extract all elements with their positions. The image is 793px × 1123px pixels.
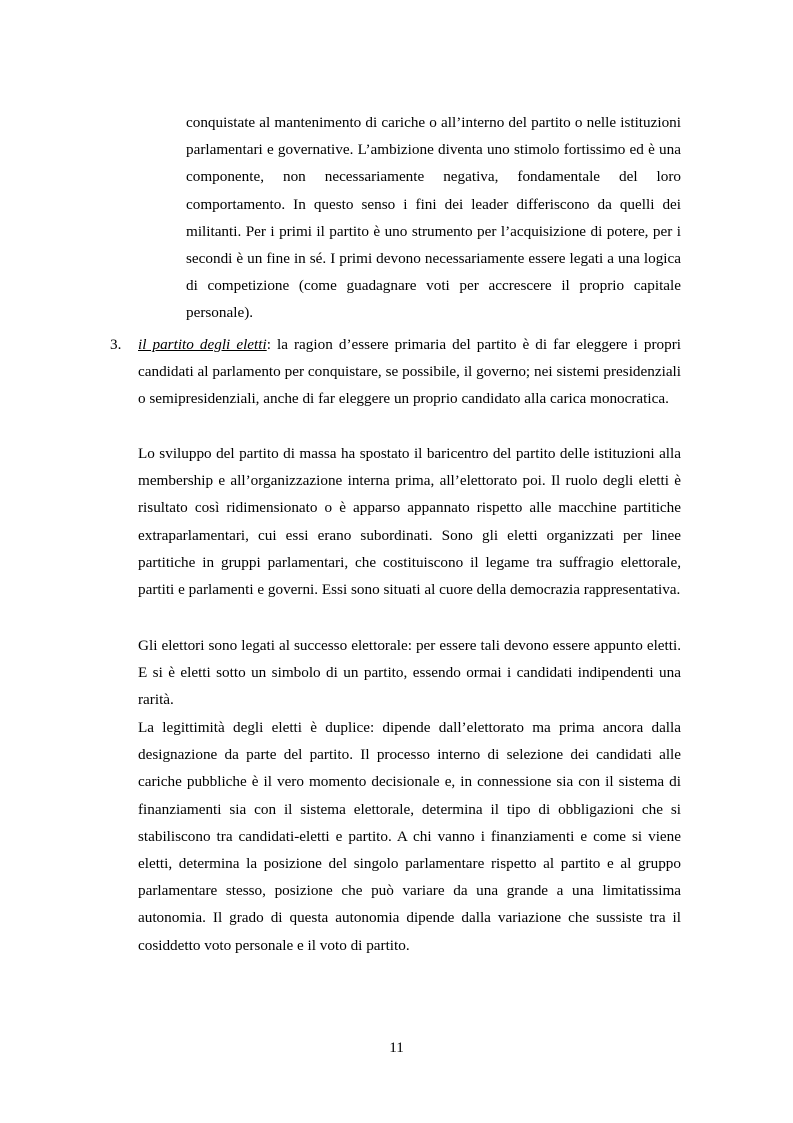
continuation-paragraph: conquistate al mantenimento di cariche o all’interno del partito o nelle istituzioni parlamentari e governative. L’ambizione diventa uno stimolo fortissimo ed è una componente, non necessariamente negativa, fondamentale del loro comportamento. In questo senso i fini dei leader differiscono da quelli dei militanti. Per i primi il partito è uno strumento per l’acquisizione di potere, per i secondi è un fine in sé. I primi devono necessariamente essere legati a una logica di competizione (come guadagnare voti per accrescere il proprio capitale personale). (186, 114, 681, 322)
list-item-3 (138, 331, 681, 413)
list-item-definition: : la ragion d’essere primaria del partito è di far eleggere i propri candidati al parlamento per conquistare, se possibile, il governo; nei sistemi presidenziali o semipresidenziali, anche di far eleggere un proprio candidato alla carica monocratica. (138, 336, 681, 408)
page-number: 11 (389, 1039, 404, 1056)
body-paragraph-2: Gli elettori sono legati al successo elettorale: per essere tali devono essere appunto eletti. E si è eletti sotto un simbolo di un partito, essendo ormai i candidati indipendenti una rarità. (138, 637, 681, 709)
list-item-term: il partito degli eletti (138, 336, 267, 353)
body-paragraph-1: Lo sviluppo del partito di massa ha spostato il baricentro del partito delle istituzioni alla membership e all’organizzazione interna prima, all’elettorato poi. Il ruolo degli eletti è risultato così ridimensionato o è apparso appannato rispetto alle macchine partitiche extraparlamentari, cui essi erano subordinati. Sono gli eletti organizzati per linee partitiche in gruppi parlamentari, che costituiscono il legame tra suffragio elettorale, partiti e parlamenti e governi. Essi sono situati al cuore della democrazia rappresentativa. (138, 445, 681, 599)
list-item-number: 3. (110, 336, 122, 353)
body-paragraph-3: La legittimità degli eletti è duplice: dipende dall’elettorato ma prima ancora dalla designazione da parte del partito. Il processo interno di selezione dei candidati alle cariche pubbliche è il vero momento decisionale e, in connessione sia con il sistema di finanziamenti sia con il sistema elettorale, determina il tipo di obbligazioni che si stabiliscono tra candidati-eletti e partito. A chi vanno i finanziamenti e come si viene eletti, determina la posizione del singolo parlamentare rispetto al partito e al gruppo parlamentare stesso, posizione che può variare da una grande a una limitatissima autonomia. Il grado di questa autonomia dipende dalla variazione che sussiste tra il cosiddetto voto personale e il voto di partito. (138, 719, 681, 954)
